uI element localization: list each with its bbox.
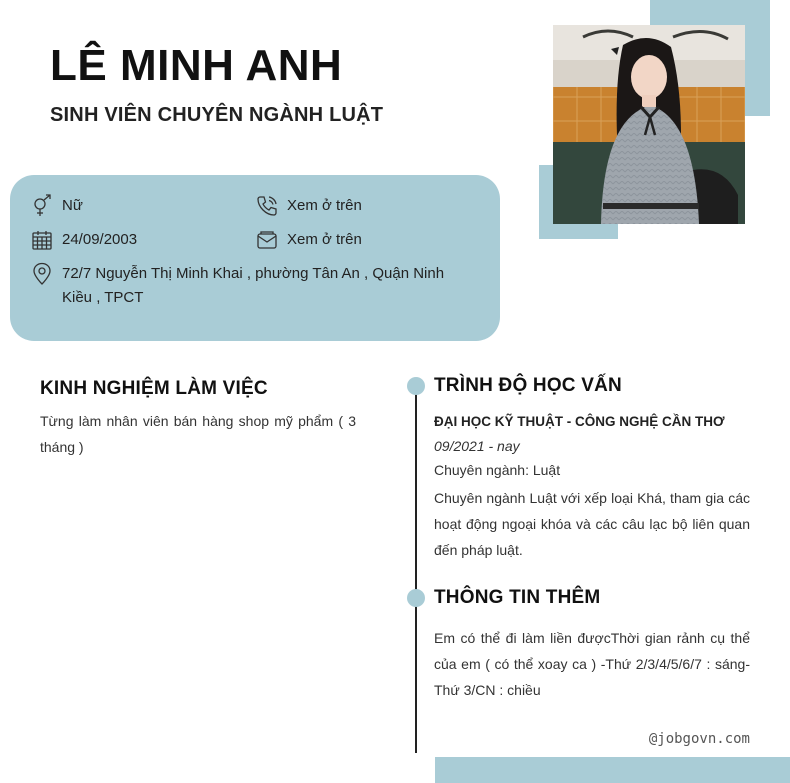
name-heading: LÊ MINH ANH (50, 41, 343, 90)
experience-text: Từng làm nhân viên bán hàng shop mỹ phẩm ( 3 tháng ) (40, 413, 356, 455)
gender-icon (30, 194, 54, 218)
contact-info-box (10, 175, 500, 341)
profile-photo (553, 25, 745, 224)
contact-phone (255, 194, 362, 218)
contact-email (255, 228, 362, 252)
contact-address (30, 262, 460, 310)
education-major: Chuyên ngành: Luật (434, 462, 561, 478)
contact-birthday (30, 228, 137, 252)
birthday-value: 24/09/2003 (62, 231, 138, 248)
phone-icon (255, 194, 279, 218)
additional-bullet (407, 589, 425, 607)
education-period: 09/2021 - nay (434, 438, 520, 454)
education-bullet (407, 377, 425, 395)
gender-value: Nữ (62, 197, 83, 214)
location-pin-icon (30, 262, 54, 286)
role-subtitle: SINH VIÊN CHUYÊN NGÀNH LUẬT (50, 104, 384, 126)
additional-heading: THÔNG TIN THÊM (434, 587, 601, 608)
education-heading: TRÌNH ĐỘ HỌC VẤN (434, 375, 622, 396)
email-value: Xem ở trên (287, 231, 362, 248)
phone-value: Xem ở trên (287, 197, 362, 214)
timeline-line (415, 386, 417, 753)
additional-text: Em có thể đi làm liền đượcThời gian rảnh cụ thể của em ( có thể xoay ca ) -Thứ 2/3/4/5/6/7 : sáng- Thứ 3/CN : chiều (434, 630, 750, 698)
address-value: 72/7 Nguyễn Thị Minh Khai , phường Tân An , Quận Ninh Kiều , TPCT (62, 265, 445, 306)
education-description: Chuyên ngành Luật với xếp loại Khá, tham gia các hoạt động ngoại khóa và các câu lạc bộ liên quan đến pháp luật. (434, 490, 750, 558)
school-name: ĐẠI HỌC KỸ THUẬT - CÔNG NGHỆ CẦN THƠ (434, 414, 725, 429)
mail-icon (255, 228, 279, 252)
contact-gender (30, 194, 83, 218)
watermark-text: @jobgovn.com (648, 731, 750, 747)
calendar-icon (30, 228, 54, 252)
bottom-accent-bar (435, 757, 790, 783)
experience-heading: KINH NGHIỆM LÀM VIỆC (40, 378, 268, 399)
